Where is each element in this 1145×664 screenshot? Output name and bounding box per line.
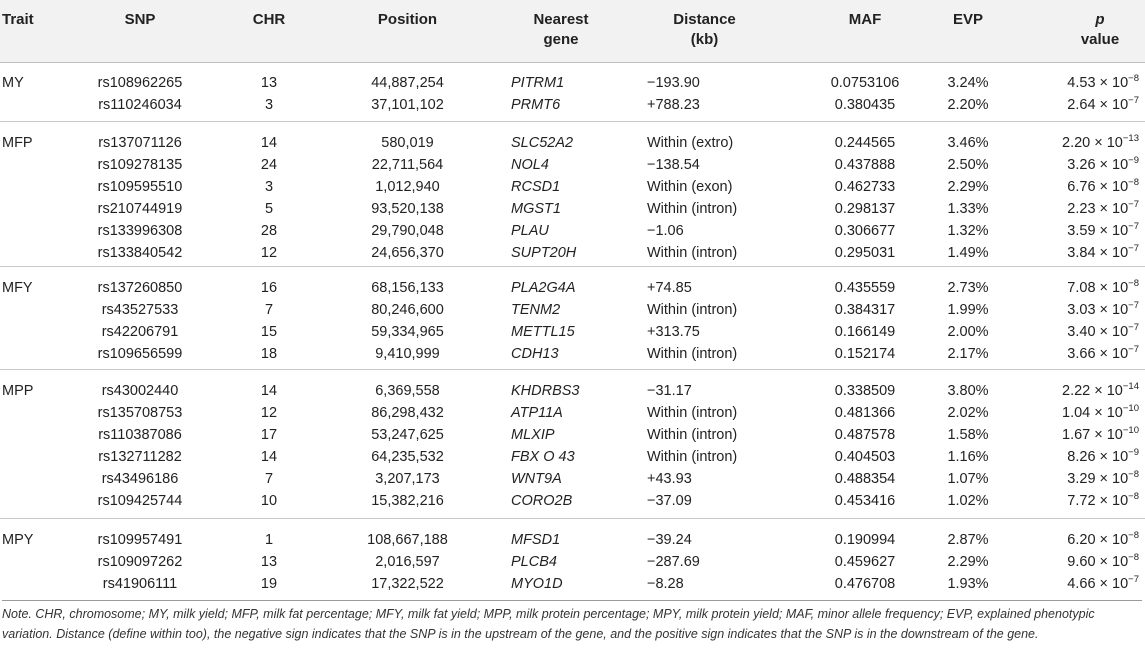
p-value-cell [1062,424,1139,446]
distance-cell: Within (exon) [647,179,733,195]
position-cell: 59,334,965 [371,324,444,340]
chr-cell: 19 [260,576,278,592]
snp-cell: rs110387086 [98,427,182,443]
maf-cell: 0.166149 [834,324,896,340]
header-nearest-gene-line1: Nearest [533,11,589,28]
maf-cell: 0.298137 [834,201,896,217]
distance-cell: Within (intron) [647,245,738,261]
position-cell: 2,016,597 [375,554,440,570]
position-cell: 580,019 [381,135,434,151]
distance-cell: −287.69 [647,554,700,570]
maf-cell: 0.384317 [834,302,896,318]
evp-cell: 2.02% [947,405,989,421]
p-value-cell [1067,72,1139,94]
p-value-exponent: −7 [1128,300,1139,312]
trait-cell: MPY [2,532,34,548]
trait-cell: MY [2,75,24,91]
chr-cell: 7 [264,471,274,487]
table-header [0,0,1145,63]
p-value-exponent: −7 [1128,221,1139,233]
gene-cell: PLCB4 [511,554,557,570]
distance-cell: +43.93 [647,471,692,487]
p-value-cell [1067,490,1139,512]
distance-cell: Within (extro) [647,135,734,151]
maf-cell: 0.437888 [834,157,896,173]
evp-cell: 2.73% [947,280,989,296]
trait-cell: MPP [2,383,34,399]
p-value-mantissa: 9.60 × 10 [1067,554,1129,570]
distance-cell: Within (intron) [647,346,738,362]
maf-cell: 0.476708 [834,576,896,592]
table-row [0,490,1145,512]
maf-cell: 0.0753106 [830,75,900,91]
p-value-mantissa: 3.59 × 10 [1067,223,1129,239]
position-cell: 22,711,564 [371,157,444,173]
evp-cell: 2.20% [947,97,989,113]
gene-cell: MGST1 [511,201,561,217]
position-cell: 108,667,188 [367,532,448,548]
snp-cell: rs43527533 [101,302,179,318]
table-row [0,176,1145,198]
chr-cell: 14 [260,449,278,465]
table-row [0,551,1145,573]
p-value-exponent: −8 [1128,177,1139,189]
p-value-mantissa: 8.26 × 10 [1067,449,1129,465]
p-value-mantissa: 6.76 × 10 [1067,179,1129,195]
snp-cell: rs109595510 [97,179,183,195]
maf-cell: 0.435559 [834,280,896,296]
snp-cell: rs133996308 [97,223,183,239]
chr-cell: 13 [260,554,278,570]
p-value-cell [1067,198,1139,220]
evp-cell: 3.24% [947,75,989,91]
trait-cell: MFY [2,280,33,296]
position-cell: 68,156,133 [371,280,444,296]
p-value-exponent: −8 [1128,73,1139,85]
chr-cell: 28 [260,223,278,239]
table-row [0,468,1145,490]
maf-cell: 0.462733 [834,179,896,195]
gene-cell: KHDRBS3 [511,383,580,399]
gene-cell: PRMT6 [511,97,561,113]
p-value-cell [1067,343,1139,365]
p-value-mantissa: 3.26 × 10 [1067,157,1129,173]
table-row [0,242,1145,264]
table-row [0,132,1145,154]
p-value-cell [1067,529,1139,551]
position-cell: 53,247,625 [371,427,444,443]
distance-cell: +313.75 [647,324,700,340]
chr-cell: 12 [260,405,278,421]
header-chr: CHR [252,11,286,28]
p-value-exponent: −13 [1122,133,1139,145]
maf-cell: 0.488354 [834,471,896,487]
maf-cell: 0.481366 [834,405,896,421]
distance-cell: −37.09 [647,493,692,509]
distance-cell: Within (intron) [647,201,738,217]
p-value-cell [1062,380,1139,402]
snp-cell: rs108962265 [97,75,183,91]
maf-cell: 0.487578 [834,427,896,443]
maf-cell: 0.152174 [834,346,896,362]
p-value-mantissa: 3.40 × 10 [1067,324,1129,340]
snp-cell: rs109656599 [97,346,183,362]
header-p-value [1060,10,1140,50]
evp-cell: 2.50% [947,157,989,173]
evp-cell: 2.29% [947,554,989,570]
position-cell: 37,101,102 [371,97,444,113]
p-value-cell [1067,154,1139,176]
p-value-cell [1067,573,1139,595]
p-value-exponent: −7 [1128,95,1139,107]
table-row [0,573,1145,595]
gene-cell: CORO2B [511,493,573,509]
gene-cell: SUPT20H [511,245,577,261]
gene-cell: PITRM1 [511,75,565,91]
table-row [0,529,1145,551]
header-evp: EVP [952,11,983,28]
distance-cell: Within (intron) [647,405,738,421]
maf-cell: 0.338509 [834,383,896,399]
evp-cell: 1.49% [947,245,989,261]
position-cell: 17,322,522 [371,576,444,592]
p-value-exponent: −8 [1128,530,1139,542]
gene-cell: NOL4 [511,157,549,173]
p-value-exponent: −8 [1128,491,1139,503]
position-cell: 29,790,048 [371,223,444,239]
header-p-line2: value [1080,31,1120,48]
distance-cell: −138.54 [647,157,700,173]
p-value-mantissa: 4.66 × 10 [1067,576,1129,592]
p-value-exponent: −8 [1128,469,1139,481]
chr-cell: 13 [260,75,278,91]
p-value-exponent: −7 [1128,322,1139,334]
evp-cell: 1.93% [947,576,989,592]
chr-cell: 1 [264,532,274,548]
position-cell: 80,246,600 [371,302,444,318]
maf-cell: 0.459627 [834,554,896,570]
distance-cell: Within (intron) [647,302,738,318]
position-cell: 86,298,432 [371,405,444,421]
gene-cell: FBX O 43 [511,449,575,465]
gene-cell: TENM2 [511,302,561,318]
p-value-exponent: −8 [1128,278,1139,290]
distance-cell: Within (intron) [647,449,738,465]
gene-cell: PLAU [511,223,549,239]
p-value-mantissa: 7.08 × 10 [1067,280,1129,296]
table-row [0,424,1145,446]
p-value-mantissa: 1.04 × 10 [1062,405,1123,421]
table-row [0,402,1145,424]
maf-cell: 0.306677 [834,223,896,239]
chr-cell: 10 [260,493,278,509]
maf-cell: 0.453416 [834,493,896,509]
position-cell: 3,207,173 [375,471,440,487]
evp-cell: 1.32% [947,223,989,239]
p-value-exponent: −9 [1128,447,1139,459]
evp-cell: 1.07% [947,471,989,487]
chr-cell: 3 [264,179,274,195]
distance-cell: −1.06 [647,223,684,239]
p-value-mantissa: 7.72 × 10 [1067,493,1129,509]
chr-cell: 14 [260,383,278,399]
table-row [0,198,1145,220]
position-cell: 6,369,558 [375,383,440,399]
table-row [0,446,1145,468]
p-value-mantissa: 2.20 × 10 [1062,135,1123,151]
p-value-mantissa: 6.20 × 10 [1067,532,1129,548]
table-row [0,299,1145,321]
header-position: Position [377,11,438,28]
evp-cell: 1.58% [947,427,989,443]
p-value-mantissa: 2.64 × 10 [1067,97,1129,113]
chr-cell: 17 [260,427,278,443]
maf-cell: 0.380435 [834,97,896,113]
p-value-cell [1062,402,1139,424]
table-row [0,321,1145,343]
p-value-mantissa: 1.67 × 10 [1062,427,1123,443]
evp-cell: 1.16% [947,449,989,465]
chr-cell: 24 [260,157,278,173]
maf-cell: 0.295031 [834,245,896,261]
snp-cell: rs109425744 [97,493,183,509]
position-cell: 93,520,138 [371,201,444,217]
gene-cell: METTL15 [511,324,575,340]
gene-cell: ATP11A [511,405,563,421]
distance-cell: Within (intron) [647,427,738,443]
table-row [0,277,1145,299]
header-maf: MAF [848,11,882,28]
p-value-mantissa: 3.03 × 10 [1067,302,1129,318]
snp-cell: rs109957491 [97,532,183,548]
table-row [0,220,1145,242]
p-value-mantissa: 3.66 × 10 [1067,346,1129,362]
p-value-exponent: −7 [1128,344,1139,356]
p-value-cell [1067,277,1139,299]
snp-cell: rs41906111 [102,576,178,592]
snp-cell: rs42206791 [101,324,179,340]
chr-cell: 18 [260,346,278,362]
evp-cell: 1.33% [947,201,989,217]
p-value-exponent: −10 [1122,403,1139,415]
header-distance [647,10,762,50]
p-value-exponent: −9 [1128,155,1139,167]
snp-cell: rs43496186 [101,471,179,487]
chr-cell: 14 [260,135,278,151]
table-note: Note. CHR, chromosome; MY, milk yield; MFP, milk fat percentage; MFY, milk fat yield; MPP, milk protein percentage; MPY, milk protein yield; MAF, minor allele frequency; EVP, explained phenotypic variation. Distance (define within too), the negative sign indicates that the SNP is in the upstream of the gene, and the positive sign indicates that the SNP is in the downstream of the gene. [2,600,1142,644]
position-cell: 64,235,532 [371,449,444,465]
maf-cell: 0.404503 [834,449,896,465]
p-value-exponent: −7 [1128,574,1139,586]
gene-cell: RCSD1 [511,179,561,195]
distance-cell: −193.90 [647,75,700,91]
snp-cell: rs109097262 [97,554,183,570]
table-row [0,343,1145,365]
snp-cell: rs135708753 [97,405,183,421]
header-distance-line2: (kb) [690,31,719,48]
p-value-cell [1067,176,1139,198]
p-value-mantissa: 2.23 × 10 [1067,201,1129,217]
chr-cell: 16 [260,280,278,296]
distance-cell: +788.23 [647,97,700,113]
position-cell: 44,887,254 [371,75,444,91]
header-snp: SNP [124,11,156,28]
evp-cell: 3.46% [947,135,989,151]
p-value-cell [1067,468,1139,490]
header-nearest-gene [511,10,611,50]
trait-cell: MFP [2,135,33,151]
gene-cell: MFSD1 [511,532,561,548]
distance-cell: +74.85 [647,280,692,296]
snp-cell: rs137071126 [98,135,182,151]
gene-cell: SLC52A2 [511,135,574,151]
evp-cell: 2.87% [947,532,989,548]
p-value-exponent: −7 [1128,199,1139,211]
snp-cell: rs110246034 [98,97,182,113]
p-value-exponent: −8 [1128,552,1139,564]
gene-cell: WNT9A [511,471,562,487]
p-value-exponent: −7 [1128,243,1139,255]
p-value-cell [1067,220,1139,242]
table-row [0,154,1145,176]
distance-cell: −31.17 [647,383,692,399]
p-value-mantissa: 2.22 × 10 [1062,383,1123,399]
p-value-mantissa: 3.29 × 10 [1067,471,1129,487]
evp-cell: 3.80% [947,383,989,399]
p-value-mantissa: 3.84 × 10 [1067,245,1129,261]
p-value-cell [1067,321,1139,343]
snp-cell: rs43002440 [101,383,179,399]
gene-cell: MLXIP [511,427,555,443]
gene-cell: CDH13 [511,346,559,362]
table-row [0,94,1145,116]
header-p-line1: p [1095,11,1105,28]
gene-cell: PLA2G4A [511,280,576,296]
gene-cell: MYO1D [511,576,563,592]
maf-cell: 0.244565 [834,135,896,151]
distance-cell: −39.24 [647,532,692,548]
maf-cell: 0.190994 [834,532,896,548]
snp-cell: rs133840542 [97,245,183,261]
chr-cell: 15 [260,324,278,340]
position-cell: 24,656,370 [371,245,444,261]
evp-cell: 1.99% [947,302,989,318]
evp-cell: 2.00% [947,324,989,340]
snp-cell: rs109278135 [97,157,183,173]
position-cell: 15,382,216 [371,493,444,509]
header-nearest-gene-line2: gene [543,31,579,48]
table-row [0,72,1145,94]
header-trait: Trait [2,11,34,28]
p-value-cell [1067,299,1139,321]
snp-cell: rs210744919 [97,201,183,217]
p-value-exponent: −14 [1122,381,1139,393]
chr-cell: 3 [264,97,274,113]
evp-cell: 2.17% [947,346,989,362]
chr-cell: 7 [264,302,274,318]
p-value-cell [1067,94,1139,116]
chr-cell: 12 [260,245,278,261]
distance-cell: −8.28 [647,576,684,592]
p-value-cell [1062,132,1139,154]
position-cell: 1,012,940 [375,179,440,195]
p-value-cell [1067,551,1139,573]
chr-cell: 5 [264,201,274,217]
p-value-exponent: −10 [1122,425,1139,437]
evp-cell: 2.29% [947,179,989,195]
evp-cell: 1.02% [947,493,989,509]
position-cell: 9,410,999 [375,346,440,362]
p-value-mantissa: 4.53 × 10 [1067,75,1129,91]
table-row [0,380,1145,402]
header-distance-line1: Distance [673,11,736,28]
p-value-cell [1067,242,1139,264]
p-value-cell [1067,446,1139,468]
snp-cell: rs132711282 [98,449,182,465]
snp-cell: rs137260850 [97,280,183,296]
